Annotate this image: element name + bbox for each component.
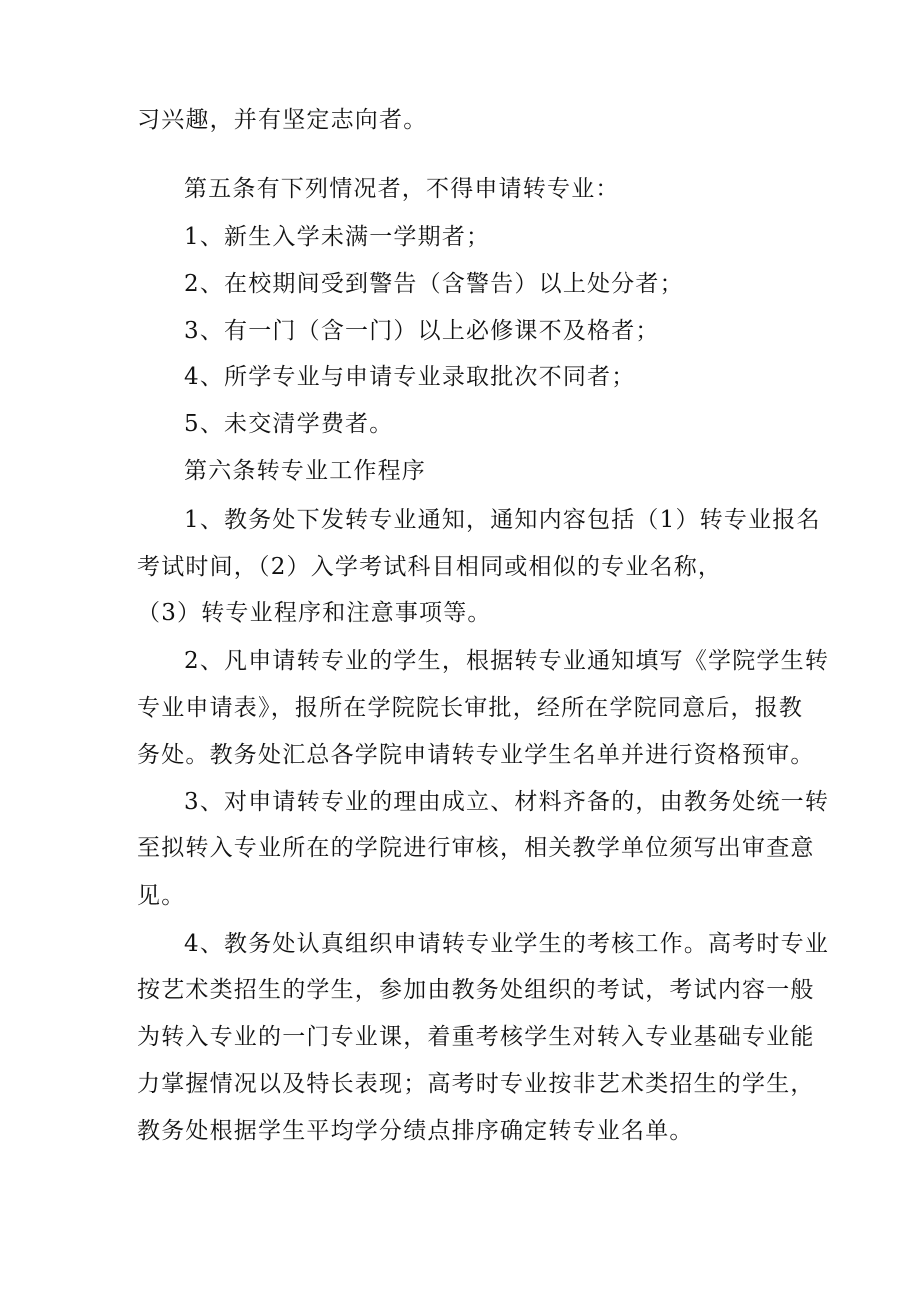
text-line: 2、凡申请转专业的学生，根据转专业通知填写《学院学生转 xyxy=(184,648,830,674)
text-line: 4、教务处认真组织申请转专业学生的考核工作。高考时专业 xyxy=(184,931,830,957)
article-five-heading: 第五条有下列情况者，不得申请转专业： xyxy=(184,176,620,202)
text-line: （3）转专业程序和注意事项等。 xyxy=(137,600,492,626)
list-item: 4、所学专业与申请专业录取批次不同者； xyxy=(184,364,636,390)
list-item: 1、新生入学未满一学期者； xyxy=(184,224,491,250)
text-line: 习兴趣，并有坚定志向者。 xyxy=(137,107,428,133)
text-line: 按艺术类招生的学生，参加由教务处组织的考试，考试内容一般 xyxy=(137,977,815,1003)
text-line: 力掌握情况以及特长表现；高考时专业按非艺术类招生的学生， xyxy=(137,1071,815,1097)
text-line: 见。 xyxy=(137,883,186,909)
text-line: 专业申请表》，报所在学院院长审批，经所在学院同意后，报教 xyxy=(137,695,804,721)
text-line: 至拟转入专业所在的学院进行审核，相关教学单位须写出审查意 xyxy=(137,835,815,861)
text-line: 教务处根据学生平均学分绩点排序确定转专业名单。 xyxy=(137,1118,694,1144)
text-line: 1、教务处下发转专业通知，通知内容包括（1）转专业报名 xyxy=(184,507,821,533)
list-item: 2、在校期间受到警告（含警告）以上处分者； xyxy=(184,271,684,297)
text-line: 3、对申请转专业的理由成立、材料齐备的，由教务处统一转 xyxy=(184,789,830,815)
list-item: 3、有一门（含一门）以上必修课不及格者； xyxy=(184,318,660,344)
text-line: 为转入专业的一门专业课，着重考核学生对转入专业基础专业能 xyxy=(137,1024,815,1050)
article-six-heading: 第六条转专业工作程序 xyxy=(184,458,426,484)
text-line: 务处。教务处汇总各学院申请转专业学生名单并进行资格预审。 xyxy=(137,742,815,768)
list-item: 5、未交清学费者。 xyxy=(184,411,394,437)
text-line: 考试时间，（2）入学考试科目相同或相似的专业名称， xyxy=(137,554,723,580)
